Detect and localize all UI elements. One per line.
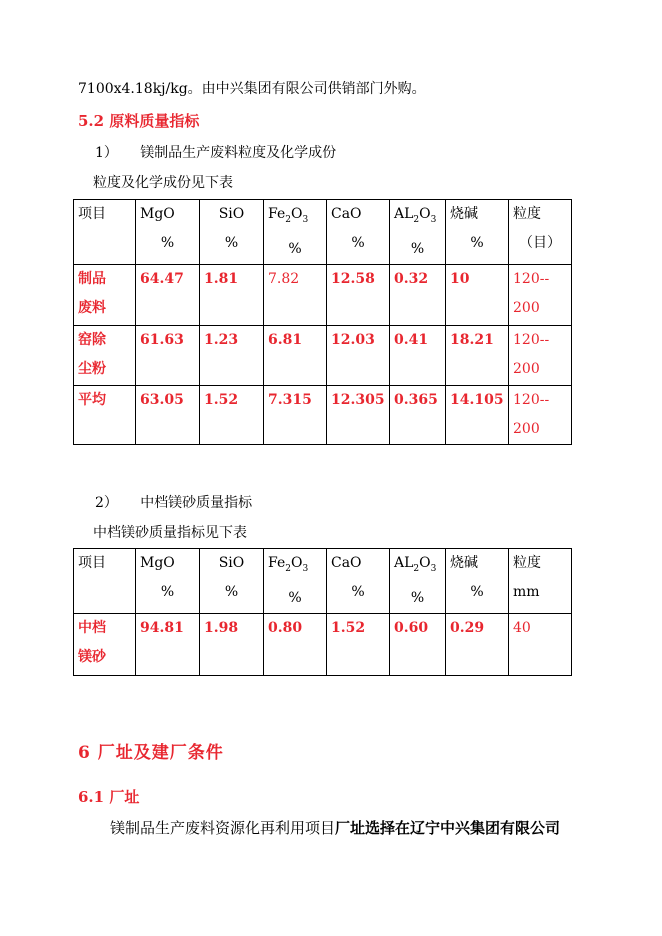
header-fe2o3: $Fe_2O_3$ % xyxy=(264,200,327,265)
table-row xyxy=(74,613,572,675)
header-alkali: 烧碱 % xyxy=(446,200,509,265)
cell-mgo: 61.63 xyxy=(136,325,200,385)
intro-paragraph: 7100x4.18kj/kg。由中兴集团有限公司供销部门外购。 xyxy=(78,81,426,97)
table-row xyxy=(74,385,572,444)
cell-fe2o3: 0.80 xyxy=(264,613,327,675)
cell-size: 120-- 200 xyxy=(509,325,572,385)
header-cao: CaO % xyxy=(327,549,390,614)
item-2-text: 中档镁砂质量指标 xyxy=(140,495,253,511)
raw-material-spec-table xyxy=(73,199,572,445)
row-label: 平均 xyxy=(74,385,136,444)
table-header-row xyxy=(74,200,572,265)
header-mgo: MgO % xyxy=(136,549,200,614)
header-sio: SiO % xyxy=(200,200,264,265)
cell-sio: 1.52 xyxy=(200,385,264,444)
header-cao: CaO % xyxy=(327,200,390,265)
cell-alkali: 10 xyxy=(446,264,509,325)
cell-cao: 12.58 xyxy=(327,264,390,325)
row-label: 中档 镁砂 xyxy=(74,613,136,675)
table-1-caption: 粒度及化学成份见下表 xyxy=(93,175,233,191)
table-row xyxy=(74,325,572,385)
table-row xyxy=(74,264,572,325)
cell-sio: 1.23 xyxy=(200,325,264,385)
section-heading-6-1: 6.1 厂址 xyxy=(78,788,140,806)
header-al2o3: $AL_2O_3$ % xyxy=(390,549,446,614)
header-alkali: 烧碱 % xyxy=(446,549,509,614)
cell-mgo: 94.81 xyxy=(136,613,200,675)
cell-sio: 1.81 xyxy=(200,264,264,325)
header-size: 粒度 （目） xyxy=(509,200,572,265)
item-2-number: 2） xyxy=(95,495,118,511)
header-fe2o3: $Fe_2O_3$ % xyxy=(264,549,327,614)
site-paragraph xyxy=(110,817,560,838)
item-1-text: 镁制品生产废料粒度及化学成份 xyxy=(140,145,337,161)
cell-cao: 12.305 xyxy=(327,385,390,444)
cell-al2o3: 0.32 xyxy=(390,264,446,325)
cell-al2o3: 0.60 xyxy=(390,613,446,675)
cell-alkali: 18.21 xyxy=(446,325,509,385)
cell-alkali: 0.29 xyxy=(446,613,509,675)
section-heading-5-2: 5.2 原料质量指标 xyxy=(78,112,200,130)
cell-alkali: 14.105 xyxy=(446,385,509,444)
cell-fe2o3: 7.315 xyxy=(264,385,327,444)
cell-mgo: 64.47 xyxy=(136,264,200,325)
cell-mgo: 63.05 xyxy=(136,385,200,444)
cell-size: 120-- 200 xyxy=(509,264,572,325)
cell-size: 40 xyxy=(509,613,572,675)
cell-al2o3: 0.41 xyxy=(390,325,446,385)
header-mgo: MgO % xyxy=(136,200,200,265)
cell-al2o3: 0.365 xyxy=(390,385,446,444)
cell-sio: 1.98 xyxy=(200,613,264,675)
header-item: 项目 xyxy=(74,200,136,265)
header-item: 项目 xyxy=(74,549,136,614)
cell-fe2o3: 7.82 xyxy=(264,264,327,325)
site-text-plain: 镁制品生产废料资源化再利用项目 xyxy=(110,819,336,837)
item-1-number: 1） xyxy=(95,145,118,161)
header-sio: SiO % xyxy=(200,549,264,614)
table-2-caption: 中档镁砂质量指标见下表 xyxy=(93,525,247,541)
magnesia-spec-table xyxy=(73,548,572,676)
header-size: 粒度 mm xyxy=(509,549,572,614)
section-heading-6: 6 厂址及建厂条件 xyxy=(78,743,224,763)
row-label: 窑除 尘粉 xyxy=(74,325,136,385)
item-2-title xyxy=(95,492,252,512)
item-1-title xyxy=(95,142,336,162)
row-label: 制品 废料 xyxy=(74,264,136,325)
cell-fe2o3: 6.81 xyxy=(264,325,327,385)
cell-size: 120-- 200 xyxy=(509,385,572,444)
header-al2o3: $AL_2O_3$ % xyxy=(390,200,446,265)
site-text-bold: 厂址选择在辽宁中兴集团有限公司 xyxy=(335,819,561,837)
cell-cao: 1.52 xyxy=(327,613,390,675)
cell-cao: 12.03 xyxy=(327,325,390,385)
table-header-row xyxy=(74,549,572,614)
